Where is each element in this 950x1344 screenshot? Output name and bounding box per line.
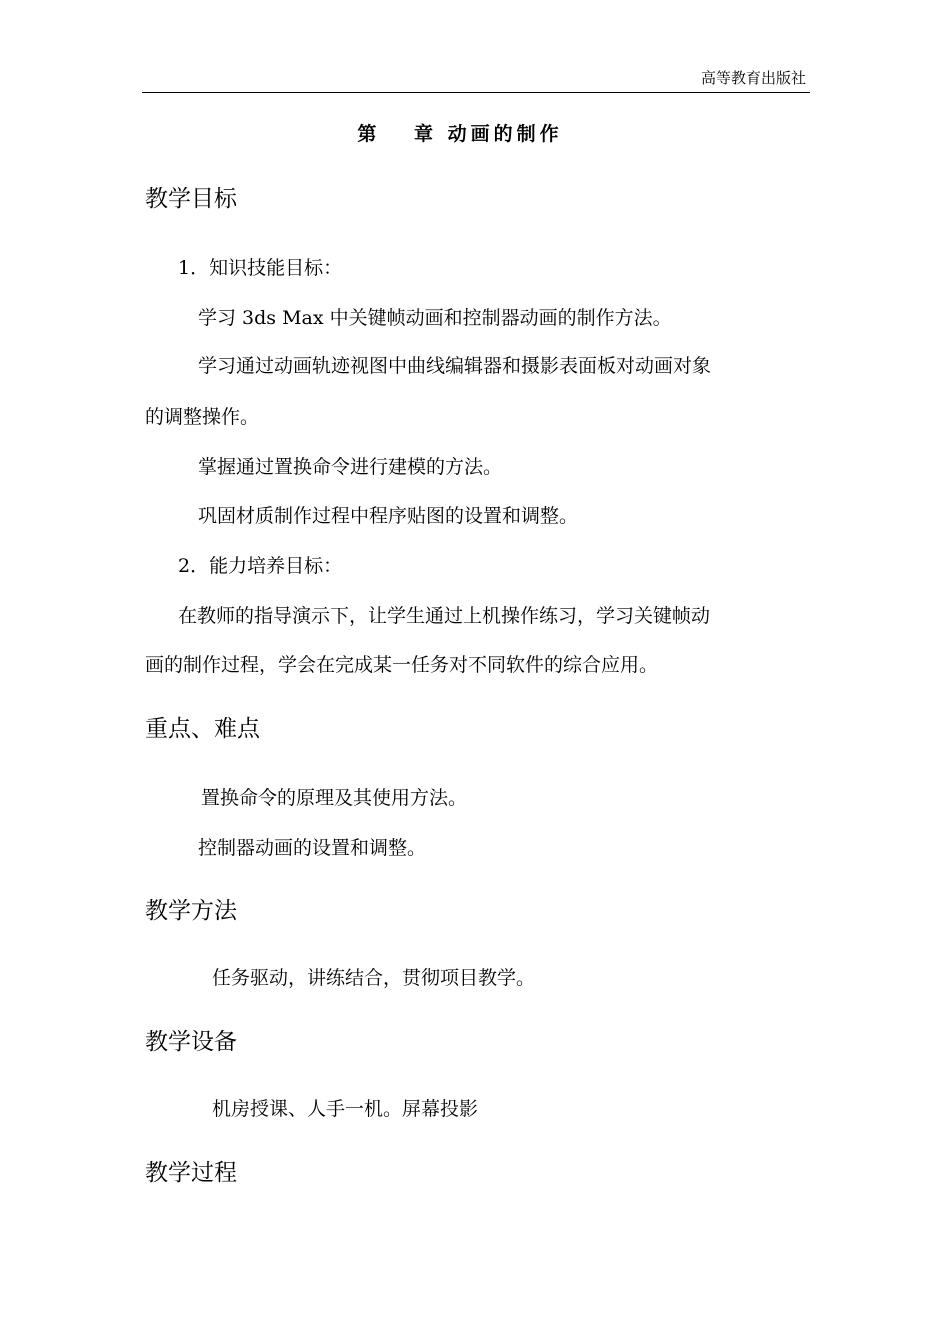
knowledge-item: 学习 3ds Max 中关键帧动画和控制器动画的制作方法。 — [198, 307, 672, 329]
heading-process: 教学过程 — [145, 1160, 237, 1186]
knowledge-item: 巩固材质制作过程中程序贴图的设置和调整。 — [198, 505, 579, 527]
heading-methods: 教学方法 — [145, 898, 237, 924]
chapter-title: 第 章 动画的制作 — [357, 123, 563, 145]
header-divider — [142, 92, 810, 93]
key-point-item: 置换命令的原理及其使用方法。 — [201, 787, 468, 809]
heading-objectives: 教学目标 — [145, 186, 237, 212]
page-header — [142, 68, 808, 92]
knowledge-goal-title: 1．知识技能目标： — [178, 257, 343, 279]
ability-line: 画的制作过程，学会在完成某一任务对不同软件的综合应用。 — [145, 654, 659, 676]
knowledge-item: 学习通过动画轨迹视图中曲线编辑器和摄影表面板对动画对象 — [198, 355, 712, 377]
methods-text: 任务驱动，讲练结合，贯彻项目教学。 — [212, 967, 536, 989]
knowledge-item: 的调整操作。 — [145, 406, 260, 428]
heading-key-points: 重点、难点 — [145, 716, 260, 742]
ability-goal-title: 2．能力培养目标： — [178, 555, 343, 577]
key-point-item: 控制器动画的设置和调整。 — [198, 837, 427, 859]
equipment-text: 机房授课、人手一机。屏幕投影 — [212, 1098, 479, 1120]
ability-line: 在教师的指导演示下，让学生通过上机操作练习，学习关键帧动 — [178, 605, 711, 627]
knowledge-item: 掌握通过置换命令进行建模的方法。 — [198, 456, 503, 478]
heading-equipment: 教学设备 — [145, 1029, 237, 1055]
publisher-name: 高等教育出版社 — [700, 69, 806, 87]
